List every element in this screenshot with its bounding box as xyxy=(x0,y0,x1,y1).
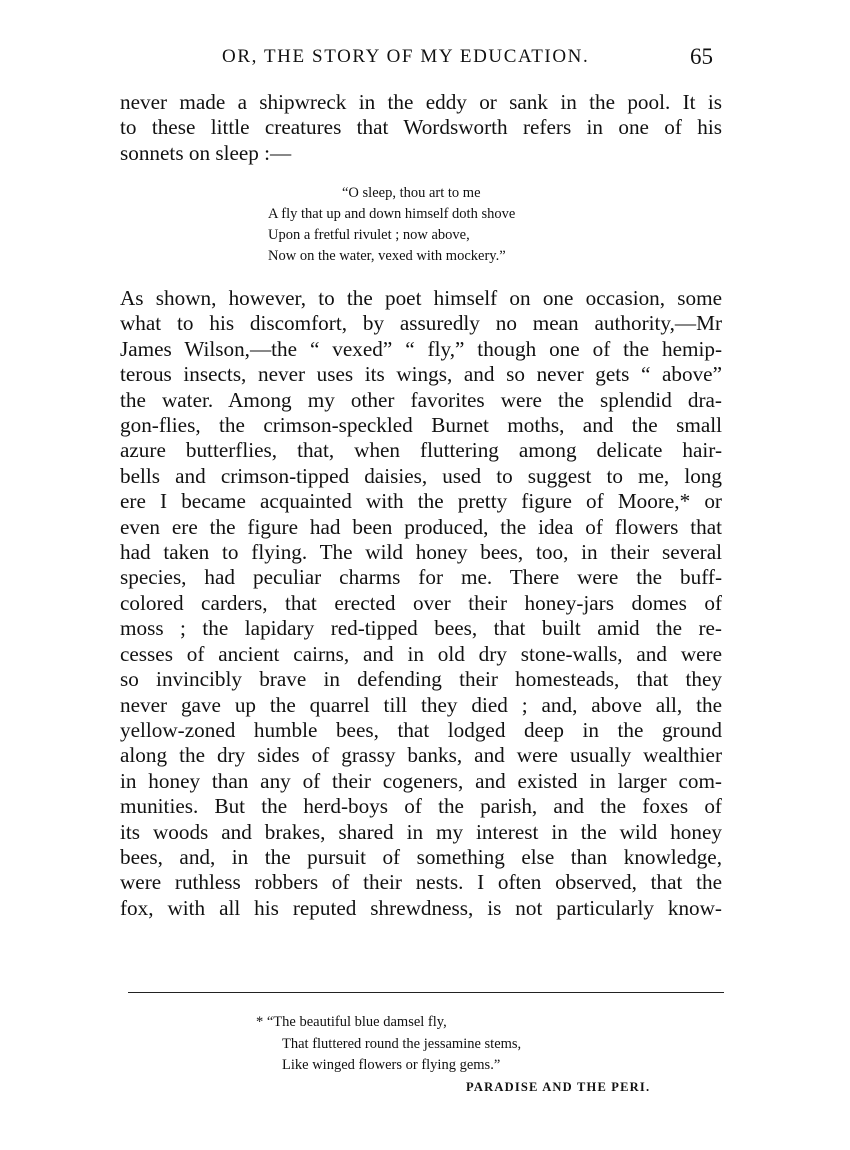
text-line: to these little creatures that Wordsworth refers in one of his xyxy=(120,115,722,140)
text-line: along the dry sides of grassy banks, and were usually wealthier xyxy=(120,743,722,768)
text-line: so invincibly brave in defending their homesteads, that they xyxy=(120,667,722,692)
text-line: yellow-zoned humble bees, that lodged deep in the ground xyxy=(120,717,722,742)
text-line: James Wilson,—the “ vexed” “ fly,” though one of the hemip- xyxy=(120,336,722,361)
verse-quotation xyxy=(268,183,515,267)
verse-line: Upon a fretful rivulet ; now above, xyxy=(268,227,470,243)
text-line: colored carders, that erected over their honey-jars domes of xyxy=(120,590,722,615)
text-line: bees, and, in the pursuit of something else than knowledge, xyxy=(120,844,722,869)
text-line: fox, with all his reputed shrewdness, is not particularly know- xyxy=(120,895,722,920)
paragraph-1 xyxy=(120,90,722,166)
text-line: ere I became acquainted with the pretty figure of Moore,* or xyxy=(120,489,722,514)
text-line: were ruthless robbers of their nests. I often observed, that the xyxy=(120,870,722,895)
text-line: bells and crimson-tipped daisies, used to suggest to me, long xyxy=(120,463,722,488)
footnote-source: PARADISE AND THE PERI. xyxy=(466,1079,651,1094)
text-line: gon-flies, the crimson-speckled Burnet moths, and the small xyxy=(120,413,722,438)
footnote-line: * “The beautiful blue damsel fly, xyxy=(256,1014,447,1030)
text-line: As shown, however, to the poet himself on one occasion, some xyxy=(120,286,722,310)
text-line: cesses of ancient cairns, and in old dry stone-walls, and were xyxy=(120,641,722,666)
running-header xyxy=(0,46,850,76)
text-line: even ere the figure had been produced, the idea of flowers that xyxy=(120,514,722,539)
text-line: its woods and brakes, shared in my interest in the wild honey xyxy=(120,819,722,844)
text-line: azure butterflies, that, when fluttering among delicate hair- xyxy=(120,438,722,463)
text-line: sonnets on sleep :— xyxy=(120,140,292,165)
running-title: OR, THE STORY OF MY EDUCATION. xyxy=(222,46,590,67)
text-line: had taken to flying. The wild honey bees, too, in their several xyxy=(120,540,722,565)
footnote-divider xyxy=(128,992,724,993)
text-line: never gave up the quarrel till they died ; and, above all, the xyxy=(120,692,722,717)
paragraph-2 xyxy=(120,286,722,921)
verse-line: A fly that up and down himself doth shove xyxy=(268,206,516,222)
footnote xyxy=(256,1012,650,1098)
text-line: never made a shipwreck in the eddy or sank in the pool. It is xyxy=(120,90,722,114)
text-line: munities. But the herd-boys of the parish, and the foxes of xyxy=(120,794,722,819)
verse-line: “O sleep, thou art to me xyxy=(342,185,481,201)
text-line: species, had peculiar charms for me. There were the buff- xyxy=(120,565,722,590)
footnote-line: Like winged flowers or flying gems.” xyxy=(282,1057,501,1073)
footnote-line: That fluttered round the jessamine stems, xyxy=(282,1035,522,1052)
text-line: terous insects, never uses its wings, and so never gets “ above” xyxy=(120,362,722,387)
text-line: the water. Among my other favorites were the splendid dra- xyxy=(120,387,722,412)
text-line: in honey than any of their cogeners, and existed in larger com- xyxy=(120,768,722,793)
verse-line: Now on the water, vexed with mockery.” xyxy=(268,248,506,264)
text-line: what to his discomfort, by assuredly no mean authority,—Mr xyxy=(120,311,722,336)
text-line: moss ; the lapidary red-tipped bees, that built amid the re- xyxy=(120,616,722,641)
page-number: 65 xyxy=(690,44,713,69)
